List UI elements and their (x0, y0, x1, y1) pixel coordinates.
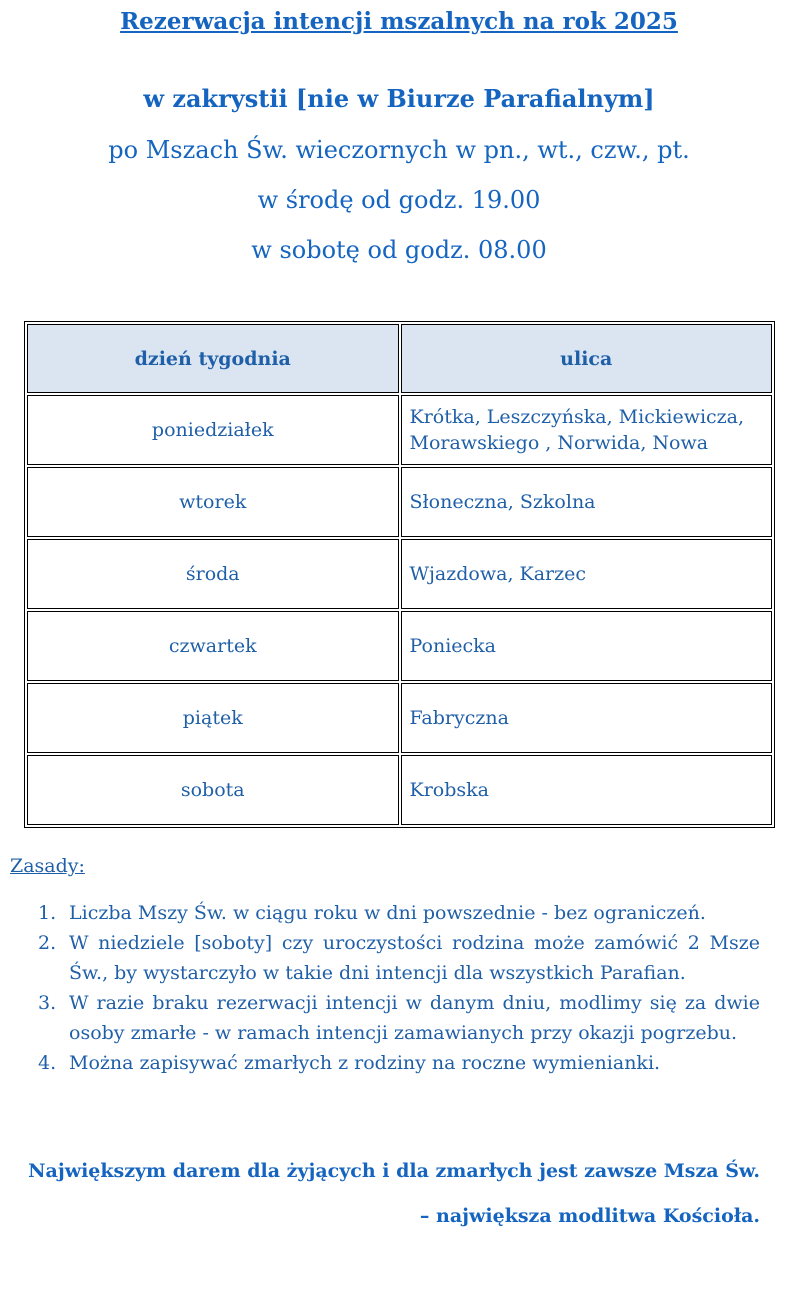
list-item-text: W niedziele [soboty] czy uroczystości rodzina może zamówić 2 Msze Św., by wystarczyło w takie dni intencji dla wszystkich Parafian. (69, 932, 760, 984)
streets-cell: Słoneczna, Szkolna (401, 467, 773, 537)
table-row (27, 395, 772, 465)
list-item-text: Liczba Mszy Św. w ciągu roku w dni powszednie - bez ograniczeń. (69, 902, 706, 924)
table-row (27, 683, 772, 753)
info-weekday-hours: po Mszach Św. wieczornych w pn., wt., czw., pt. (108, 136, 690, 164)
closing-quote-line1: Największym darem dla żyjących i dla zmarłych jest zawsze Msza Św. (28, 1160, 760, 1182)
info-location: w zakrystii [nie w Biurze Parafialnym] (143, 84, 655, 113)
day-cell: czwartek (27, 611, 399, 681)
list-item (38, 1048, 760, 1078)
streets-cell: Fabryczna (401, 683, 773, 753)
info-wednesday-hours: w środę od godz. 19.00 (257, 186, 541, 214)
list-item-number: 1. (38, 902, 57, 924)
closing-quote-line2: – największa modlitwa Kościoła. (419, 1205, 760, 1227)
list-item-number: 4. (38, 1052, 57, 1074)
streets-cell: Krótka, Leszczyńska, Mickiewicza, Morawskiego , Norwida, Nowa (401, 395, 773, 465)
rules-list (38, 898, 760, 1078)
list-item (38, 898, 760, 928)
page-title: Rezerwacja intencji mszalnych na rok 2025 (120, 8, 678, 35)
list-item (38, 928, 760, 988)
table-row (27, 755, 772, 825)
rules-heading: Zasady: (10, 855, 85, 877)
streets-cell: Krobska (401, 755, 773, 825)
day-cell: środa (27, 539, 399, 609)
info-saturday-hours: w sobotę od godz. 08.00 (251, 236, 547, 264)
list-item-text: W razie braku rezerwacji intencji w danym dniu, modlimy się za dwie osoby zmarłe - w ramach intencji zamawianych przy okazji pogrzebu. (69, 992, 760, 1044)
day-cell: sobota (27, 755, 399, 825)
table-row (27, 467, 772, 537)
table-row (27, 539, 772, 609)
column-header-day: dzień tygodnia (27, 324, 399, 393)
table-row (27, 611, 772, 681)
list-item-number: 2. (38, 932, 57, 954)
list-item-text: Można zapisywać zmarłych z rodziny na roczne wymienianki. (69, 1052, 661, 1074)
streets-cell: Poniecka (401, 611, 773, 681)
day-cell: poniedziałek (27, 395, 399, 465)
day-cell: wtorek (27, 467, 399, 537)
column-header-street: ulica (401, 324, 773, 393)
table-header-row (27, 324, 772, 393)
list-item (38, 988, 760, 1048)
schedule-table (24, 321, 775, 828)
day-cell: piątek (27, 683, 399, 753)
list-item-number: 3. (38, 992, 57, 1014)
streets-cell: Wjazdowa, Karzec (401, 539, 773, 609)
